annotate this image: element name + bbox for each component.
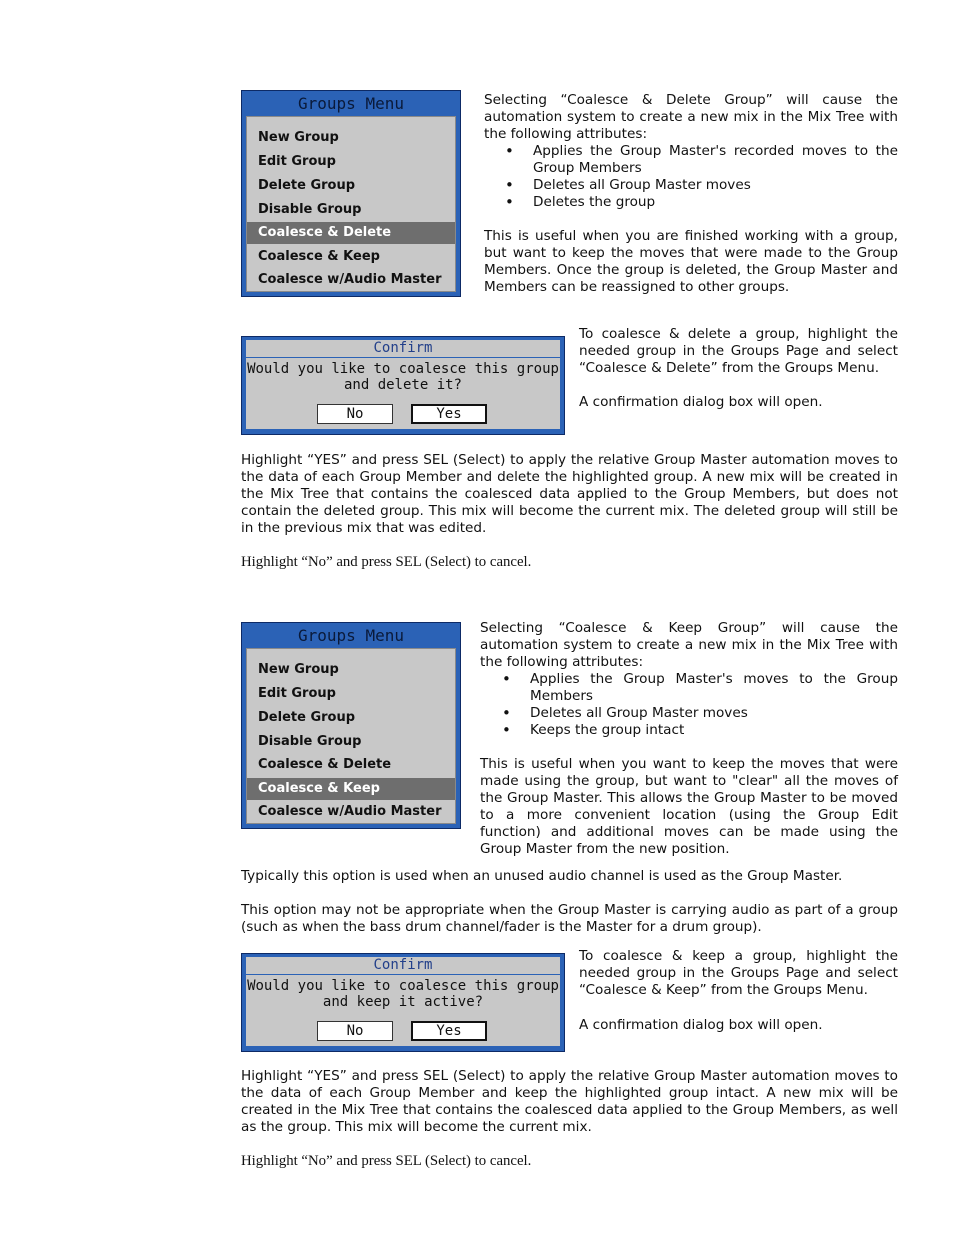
delete-intro: Selecting “Coalesce & Delete Group” will cause the automation system to create a new mix in the Mix Tree with the following attributes: — [484, 92, 898, 142]
dialog-message: Would you like to coalesce this group and keep it active? — [247, 978, 559, 1010]
dialog-body — [246, 358, 560, 429]
keep-bullets — [502, 670, 898, 739]
bullet-icon: • — [505, 193, 514, 211]
confirm-dialog-delete — [241, 336, 565, 435]
dialog-body — [246, 975, 560, 1046]
menu-title: Groups Menu — [298, 626, 404, 645]
list-item: • Keeps the group intact — [502, 721, 685, 739]
dialog-title: Confirm — [246, 957, 560, 974]
menu-item-coalesce-delete[interactable]: Coalesce & Delete — [247, 222, 455, 244]
keep-useful-text: This is useful when you want to keep the moves that were made using the group, but want to "clear" all the moves of the Group Master. This allows the Group Master to be moved to a more convenient location (using the Group Edit function) and additional moves can be made using the Group Master from the new position. — [480, 756, 898, 857]
keep-dialog-note: A confirmation dialog box will open. — [579, 1017, 823, 1033]
menu-item-delete-group[interactable]: Delete Group — [258, 178, 356, 193]
no-button[interactable]: No — [317, 1021, 393, 1041]
delete-yes-text: Highlight “YES” and press SEL (Select) to apply the relative Group Master automation moves to the data of each Group Member and delete the highlighted group. A new mix will be created in the Mix Tree that contains the coalesced data applied to the Group Members, but does not contain the deleted group. This mix will become the current mix. The deleted group will still be in the previous mix that was edited. — [241, 452, 898, 536]
keep-intro: Selecting “Coalesce & Keep Group” will cause the automation system to create a new mix in the Mix Tree with the following attributes: — [480, 620, 898, 670]
bullet-icon: • — [502, 670, 511, 688]
groups-menu-keep — [241, 622, 461, 829]
menu-item-coalesce-keep[interactable]: Coalesce & Keep — [258, 249, 380, 264]
menu-item-edit-group[interactable]: Edit Group — [258, 686, 336, 701]
bullet-icon: • — [502, 704, 511, 722]
keep-how-to: To coalesce & keep a group, highlight the needed group in the Groups Page and select “Coalesce & Keep” from the Groups Menu. — [579, 948, 898, 998]
menu-item-coalesce-audio-master[interactable]: Coalesce w/Audio Master — [258, 272, 442, 287]
bullet-icon: • — [505, 142, 514, 160]
list-item: • Applies the Group Master's moves to the Group Members — [502, 670, 898, 704]
keep-typically-text: Typically this option is used when an unused audio channel is used as the Group Master. — [241, 868, 843, 884]
list-item: • Applies the Group Master's recorded moves to the Group Members — [505, 142, 898, 176]
menu-title: Groups Menu — [298, 94, 404, 113]
yes-button[interactable]: Yes — [411, 1021, 487, 1041]
delete-useful-text: This is useful when you are finished working with a group, but want to keep the moves that were made to the Group Members. Once the group is deleted, the Group Master and Members can be reassigned to other groups. — [484, 228, 898, 295]
menu-item-delete-group[interactable]: Delete Group — [258, 710, 356, 725]
menu-item-new-group[interactable]: New Group — [258, 130, 339, 145]
menu-item-coalesce-audio-master[interactable]: Coalesce w/Audio Master — [258, 804, 442, 819]
delete-no-text: Highlight “No” and press SEL (Select) to cancel. — [241, 554, 532, 570]
keep-no-text: Highlight “No” and press SEL (Select) to cancel. — [241, 1153, 532, 1169]
dialog-message: Would you like to coalesce this group and delete it? — [247, 361, 559, 393]
keep-yes-text: Highlight “YES” and press SEL (Select) to apply the relative Group Master automation moves to the data of each Group Member and keep the highlighted group intact. A new mix will be created in the Mix Tree that contains the coalesced data applied to the Group Members, as well as the group. This mix will become the current mix. — [241, 1068, 898, 1135]
list-item: • Deletes the group — [505, 193, 656, 211]
dialog-title: Confirm — [246, 340, 560, 357]
confirm-dialog-keep — [241, 953, 565, 1052]
menu-item-disable-group[interactable]: Disable Group — [258, 734, 362, 749]
menu-item-disable-group[interactable]: Disable Group — [258, 202, 362, 217]
list-item: • Deletes all Group Master moves — [505, 176, 751, 194]
yes-button[interactable]: Yes — [411, 404, 487, 424]
menu-body — [246, 648, 456, 824]
no-button[interactable]: No — [317, 404, 393, 424]
groups-menu-delete — [241, 90, 461, 297]
keep-not-appropriate-text: This option may not be appropriate when the Group Master is carrying audio as part of a group (such as when the bass drum channel/fader is the Master for a drum group). — [241, 902, 898, 935]
list-item: • Deletes all Group Master moves — [502, 704, 748, 722]
delete-how-to: To coalesce & delete a group, highlight the needed group in the Groups Page and select “Coalesce & Delete” from the Groups Menu. — [579, 326, 898, 376]
menu-item-new-group[interactable]: New Group — [258, 662, 339, 677]
delete-bullets — [505, 142, 898, 211]
bullet-icon: • — [505, 176, 514, 194]
menu-item-coalesce-keep[interactable]: Coalesce & Keep — [247, 778, 455, 800]
menu-item-coalesce-delete[interactable]: Coalesce & Delete — [258, 757, 392, 772]
bullet-icon: • — [502, 721, 511, 739]
delete-dialog-note: A confirmation dialog box will open. — [579, 394, 823, 410]
menu-item-edit-group[interactable]: Edit Group — [258, 154, 336, 169]
menu-body — [246, 116, 456, 292]
